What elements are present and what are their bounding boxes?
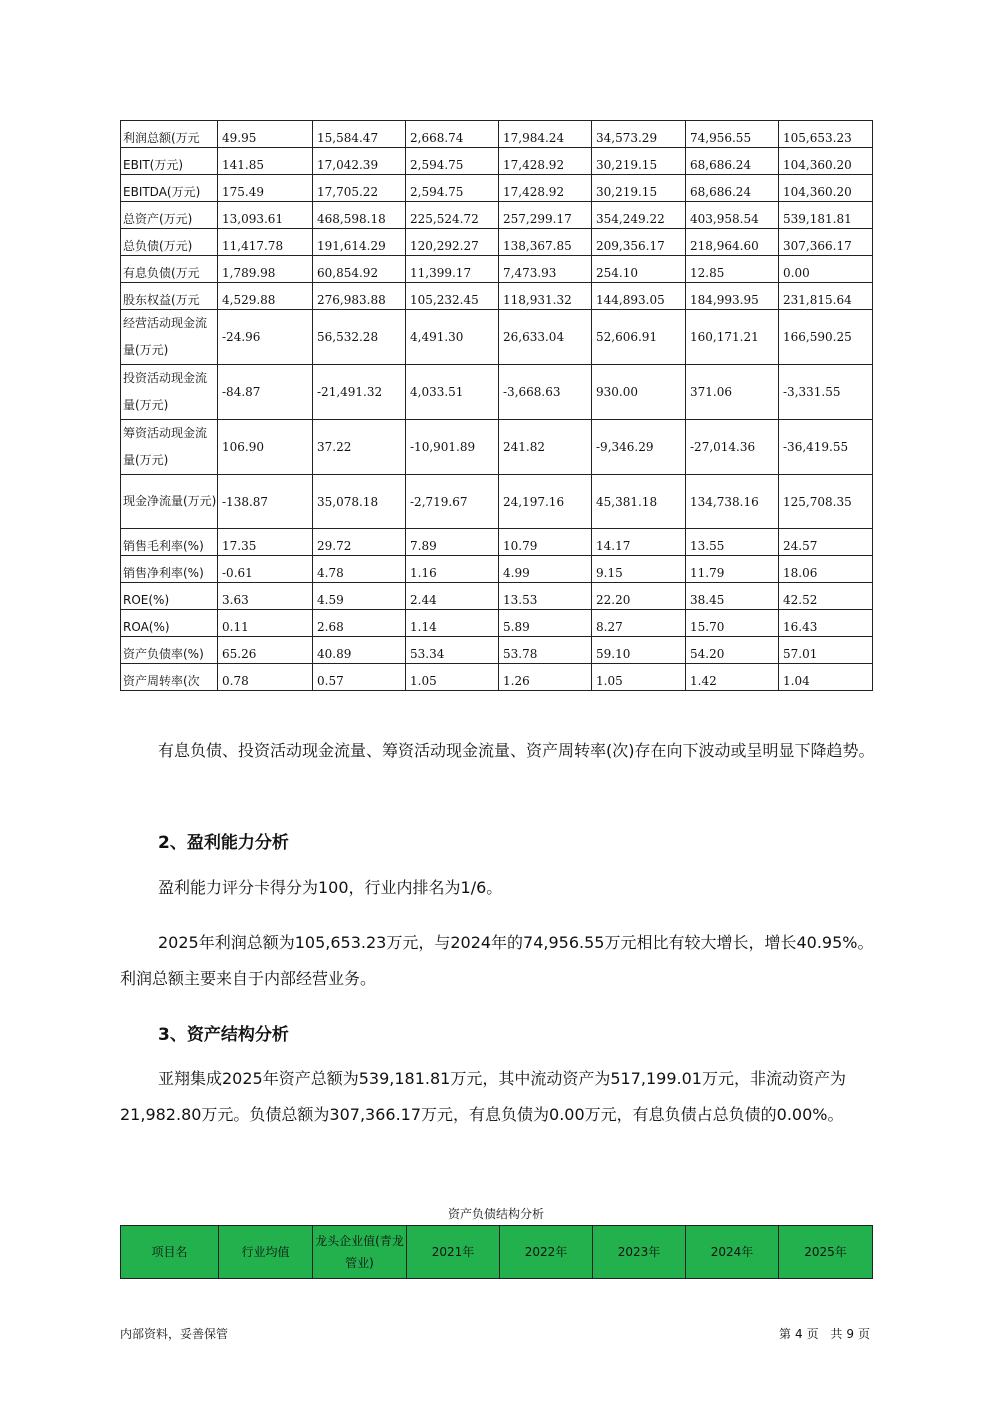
table-cell: 276,983.88 bbox=[313, 283, 406, 310]
table-cell: 930.00 bbox=[592, 365, 686, 420]
profit-score-text: 盈利能力评分卡得分为100，行业内排名为1/6。 bbox=[158, 878, 503, 897]
table-cell: 49.95 bbox=[218, 121, 313, 148]
table-cell: 30,219.15 bbox=[592, 175, 686, 202]
header-item-name: 项目名 bbox=[121, 1226, 219, 1279]
table-cell: 13.53 bbox=[499, 583, 592, 610]
table-cell: 37.22 bbox=[313, 420, 406, 475]
table-cell: -10,901.89 bbox=[406, 420, 499, 475]
total-pages: 9 bbox=[846, 1327, 854, 1341]
table-cell: 30,219.15 bbox=[592, 148, 686, 175]
asset-detail-text: 亚翔集成2025年资产总额为539,181.81万元，其中流动资产为517,199.01万元，非流动资产为21,982.80万元。负债总额为307,366.17万元，有息负债为0.00万元，有息负债占总负债的0.00%。 bbox=[120, 1069, 846, 1124]
table-row bbox=[121, 310, 873, 365]
table-cell: 5.89 bbox=[499, 610, 592, 637]
table-row bbox=[121, 202, 873, 229]
row-label: 利润总额(万元 bbox=[121, 121, 218, 148]
table-cell: 12.85 bbox=[686, 256, 779, 283]
table-cell: 65.26 bbox=[218, 637, 313, 664]
table-row bbox=[121, 121, 873, 148]
table-cell: 104,360.20 bbox=[779, 175, 873, 202]
row-label: 资产周转率(次 bbox=[121, 664, 218, 691]
table-cell: 125,708.35 bbox=[779, 475, 873, 529]
trend-text: 有息负债、投资活动现金流量、筹资活动现金流量、资产周转率(次)存在向下波动或呈明显下降趋势。 bbox=[158, 741, 875, 760]
header-industry-average: 行业均值 bbox=[219, 1226, 313, 1279]
row-label: 总负债(万元) bbox=[121, 229, 218, 256]
table-cell: 141.85 bbox=[218, 148, 313, 175]
table-cell: 539,181.81 bbox=[779, 202, 873, 229]
table-cell: 105,232.45 bbox=[406, 283, 499, 310]
table-cell: 17,984.24 bbox=[499, 121, 592, 148]
header-2024: 2024年 bbox=[686, 1226, 779, 1279]
table-cell: 118,931.32 bbox=[499, 283, 592, 310]
table-cell: 138,367.85 bbox=[499, 229, 592, 256]
row-label: 筹资活动现金流量(万元) bbox=[121, 420, 218, 475]
table-cell: 59.10 bbox=[592, 637, 686, 664]
table-row bbox=[121, 420, 873, 475]
asset-heading: 3、资产结构分析 bbox=[158, 1025, 289, 1045]
header-2023: 2023年 bbox=[593, 1226, 686, 1279]
profit-heading: 2、盈利能力分析 bbox=[158, 833, 289, 853]
row-label: 经营活动现金流量(万元) bbox=[121, 310, 218, 365]
table-row bbox=[121, 256, 873, 283]
asset-liability-structure-table bbox=[120, 1225, 873, 1279]
table-cell: 13.55 bbox=[686, 529, 779, 556]
table-cell: 191,614.29 bbox=[313, 229, 406, 256]
table-cell: 56,532.28 bbox=[313, 310, 406, 365]
table-cell: 15.70 bbox=[686, 610, 779, 637]
table-cell: 254.10 bbox=[592, 256, 686, 283]
table-cell: 35,078.18 bbox=[313, 475, 406, 529]
table-cell: -84.87 bbox=[218, 365, 313, 420]
table-cell: 29.72 bbox=[313, 529, 406, 556]
profit-detail-paragraph bbox=[120, 925, 880, 997]
table-cell: 3.63 bbox=[218, 583, 313, 610]
row-label: 销售毛利率(%) bbox=[121, 529, 218, 556]
table-cell: 38.45 bbox=[686, 583, 779, 610]
table-cell: 120,292.27 bbox=[406, 229, 499, 256]
table-cell: 2,594.75 bbox=[406, 175, 499, 202]
table-cell: 1.14 bbox=[406, 610, 499, 637]
table-cell: 7.89 bbox=[406, 529, 499, 556]
table-cell: -9,346.29 bbox=[592, 420, 686, 475]
table-cell: 4.59 bbox=[313, 583, 406, 610]
table-cell: -3,331.55 bbox=[779, 365, 873, 420]
table-cell: 24.57 bbox=[779, 529, 873, 556]
table-cell: 11,417.78 bbox=[218, 229, 313, 256]
table-cell: 34,573.29 bbox=[592, 121, 686, 148]
table-row bbox=[121, 175, 873, 202]
table-cell: 166,590.25 bbox=[779, 310, 873, 365]
table-cell: 371.06 bbox=[686, 365, 779, 420]
table-row bbox=[121, 475, 873, 529]
row-label: EBITDA(万元) bbox=[121, 175, 218, 202]
table-cell: 8.27 bbox=[592, 610, 686, 637]
table-cell: 54.20 bbox=[686, 637, 779, 664]
trend-paragraph bbox=[120, 733, 880, 769]
table-cell: 106.90 bbox=[218, 420, 313, 475]
profit-score-paragraph bbox=[120, 870, 880, 906]
table-cell: 2.44 bbox=[406, 583, 499, 610]
table-cell: 105,653.23 bbox=[779, 121, 873, 148]
table-cell: 4.99 bbox=[499, 556, 592, 583]
table-row bbox=[121, 637, 873, 664]
table-row bbox=[121, 556, 873, 583]
table-cell: 1,789.98 bbox=[218, 256, 313, 283]
table-row bbox=[121, 664, 873, 691]
page-number: 4 bbox=[795, 1327, 803, 1341]
table-cell: 231,815.64 bbox=[779, 283, 873, 310]
table-cell: 175.49 bbox=[218, 175, 313, 202]
row-label: 总资产(万元) bbox=[121, 202, 218, 229]
table-cell: 52,606.91 bbox=[592, 310, 686, 365]
table-cell: 468,598.18 bbox=[313, 202, 406, 229]
table-cell: 403,958.54 bbox=[686, 202, 779, 229]
table-cell: 9.15 bbox=[592, 556, 686, 583]
row-label: 有息负债(万元 bbox=[121, 256, 218, 283]
table-cell: 42.52 bbox=[779, 583, 873, 610]
table-cell: 13,093.61 bbox=[218, 202, 313, 229]
table-cell: 184,993.95 bbox=[686, 283, 779, 310]
table-cell: 11.79 bbox=[686, 556, 779, 583]
table-row bbox=[121, 283, 873, 310]
table-cell: 1.42 bbox=[686, 664, 779, 691]
table-cell: 241.82 bbox=[499, 420, 592, 475]
header-2021: 2021年 bbox=[407, 1226, 500, 1279]
table-cell: 4,491.30 bbox=[406, 310, 499, 365]
row-label: ROE(%) bbox=[121, 583, 218, 610]
header-2025: 2025年 bbox=[779, 1226, 873, 1279]
table-cell: 40.89 bbox=[313, 637, 406, 664]
page-prefix: 第 bbox=[779, 1327, 792, 1341]
table-cell: 354,249.22 bbox=[592, 202, 686, 229]
structure-table-caption: 资产负债结构分析 bbox=[447, 1207, 544, 1221]
table-cell: 26,633.04 bbox=[499, 310, 592, 365]
table-cell: -138.87 bbox=[218, 475, 313, 529]
table-cell: 1.05 bbox=[406, 664, 499, 691]
row-label: ROA(%) bbox=[121, 610, 218, 637]
table-cell: 4.78 bbox=[313, 556, 406, 583]
table-cell: 15,584.47 bbox=[313, 121, 406, 148]
table-cell: 17,428.92 bbox=[499, 148, 592, 175]
table-cell: 1.04 bbox=[779, 664, 873, 691]
table-cell: 68,686.24 bbox=[686, 148, 779, 175]
table-cell: 17.35 bbox=[218, 529, 313, 556]
table-cell: 1.26 bbox=[499, 664, 592, 691]
table-cell: 0.57 bbox=[313, 664, 406, 691]
table-row bbox=[121, 529, 873, 556]
table-cell: 1.16 bbox=[406, 556, 499, 583]
table-cell: 1.05 bbox=[592, 664, 686, 691]
financial-table-body bbox=[121, 121, 873, 691]
table-cell: 24,197.16 bbox=[499, 475, 592, 529]
table-cell: 22.20 bbox=[592, 583, 686, 610]
page-unit: 页 bbox=[806, 1327, 819, 1341]
footer-confidential-note: 内部资料，妥善保管 bbox=[120, 1327, 229, 1341]
table-cell: 14.17 bbox=[592, 529, 686, 556]
table-cell: -27,014.36 bbox=[686, 420, 779, 475]
total-unit: 页 bbox=[857, 1327, 870, 1341]
table-cell: -21,491.32 bbox=[313, 365, 406, 420]
table-cell: 17,042.39 bbox=[313, 148, 406, 175]
row-label: 资产负债率(%) bbox=[121, 637, 218, 664]
table-cell: 10.79 bbox=[499, 529, 592, 556]
table-row bbox=[121, 229, 873, 256]
table-cell: -2,719.67 bbox=[406, 475, 499, 529]
table-cell: -3,668.63 bbox=[499, 365, 592, 420]
footer-page-info bbox=[777, 1325, 872, 1342]
table-cell: 218,964.60 bbox=[686, 229, 779, 256]
table-cell: 17,705.22 bbox=[313, 175, 406, 202]
table-cell: 53.78 bbox=[499, 637, 592, 664]
table-cell: 209,356.17 bbox=[592, 229, 686, 256]
table-cell: 144,893.05 bbox=[592, 283, 686, 310]
asset-detail-paragraph bbox=[120, 1061, 880, 1133]
table-cell: -24.96 bbox=[218, 310, 313, 365]
table-cell: 16.43 bbox=[779, 610, 873, 637]
table-cell: -0.61 bbox=[218, 556, 313, 583]
table-row bbox=[121, 583, 873, 610]
table-cell: 0.11 bbox=[218, 610, 313, 637]
table-cell: 45,381.18 bbox=[592, 475, 686, 529]
table-cell: 2.68 bbox=[313, 610, 406, 637]
table-cell: 2,668.74 bbox=[406, 121, 499, 148]
table-cell: 257,299.17 bbox=[499, 202, 592, 229]
table-cell: 17,428.92 bbox=[499, 175, 592, 202]
table-cell: 0.78 bbox=[218, 664, 313, 691]
row-label: 股东权益(万元 bbox=[121, 283, 218, 310]
table-row bbox=[121, 610, 873, 637]
table-cell: 160,171.21 bbox=[686, 310, 779, 365]
table-cell: -36,419.55 bbox=[779, 420, 873, 475]
header-leader-value: 龙头企业值(青龙管业) bbox=[313, 1226, 407, 1279]
row-label: 销售净利率(%) bbox=[121, 556, 218, 583]
total-prefix: 共 bbox=[830, 1327, 843, 1341]
table-cell: 60,854.92 bbox=[313, 256, 406, 283]
structure-header-row bbox=[121, 1226, 873, 1279]
row-label: 现金净流量(万元) bbox=[121, 475, 218, 529]
financial-indicators-table bbox=[120, 120, 873, 691]
table-cell: 57.01 bbox=[779, 637, 873, 664]
table-cell: 18.06 bbox=[779, 556, 873, 583]
table-cell: 74,956.55 bbox=[686, 121, 779, 148]
table-cell: 68,686.24 bbox=[686, 175, 779, 202]
table-row bbox=[121, 365, 873, 420]
table-cell: 4,033.51 bbox=[406, 365, 499, 420]
row-label: EBIT(万元) bbox=[121, 148, 218, 175]
table-cell: 104,360.20 bbox=[779, 148, 873, 175]
table-cell: 307,366.17 bbox=[779, 229, 873, 256]
table-row bbox=[121, 148, 873, 175]
table-cell: 4,529.88 bbox=[218, 283, 313, 310]
table-cell: 225,524.72 bbox=[406, 202, 499, 229]
table-cell: 53.34 bbox=[406, 637, 499, 664]
table-cell: 134,738.16 bbox=[686, 475, 779, 529]
header-2022: 2022年 bbox=[500, 1226, 593, 1279]
table-cell: 7,473.93 bbox=[499, 256, 592, 283]
table-cell: 2,594.75 bbox=[406, 148, 499, 175]
table-cell: 0.00 bbox=[779, 256, 873, 283]
row-label: 投资活动现金流量(万元) bbox=[121, 365, 218, 420]
table-cell: 11,399.17 bbox=[406, 256, 499, 283]
profit-detail-text: 2025年利润总额为105,653.23万元，与2024年的74,956.55万元相比有较大增长，增长40.95%。利润总额主要来自于内部经营业务。 bbox=[120, 933, 874, 988]
